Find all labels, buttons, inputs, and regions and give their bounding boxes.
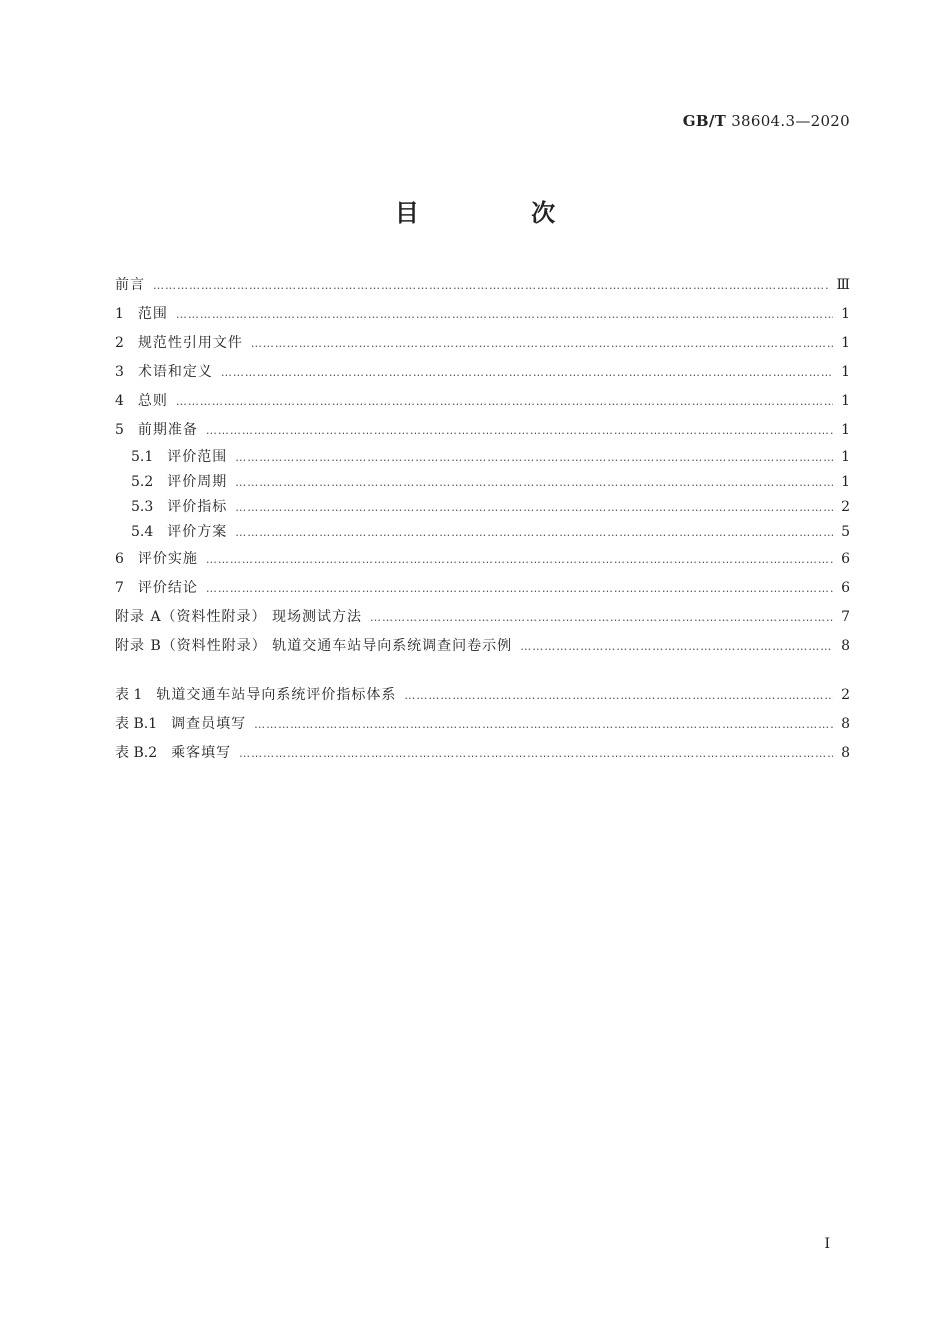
page-number: I — [824, 1236, 830, 1252]
toc-entry-label: 范围 — [137, 306, 168, 322]
toc-entry-label: 评价方案 — [167, 524, 228, 540]
leader-dots — [235, 495, 833, 520]
table-title: 乘客填写 — [171, 745, 232, 761]
table-number: 表 B.1 — [115, 716, 158, 732]
standard-number: 38604.3—2020 — [731, 112, 850, 130]
leader-dots — [235, 445, 833, 470]
toc-entry-number: 2 — [115, 335, 124, 351]
toc-entry-number: 5.2 — [131, 474, 154, 490]
leader-dots — [520, 632, 833, 661]
toc-entry-label: 术语和定义 — [137, 364, 213, 380]
toc-entry-page: 6 — [841, 551, 850, 567]
table-list-entry[interactable] — [115, 681, 850, 710]
table-page: 8 — [841, 716, 850, 732]
leader-dots — [235, 470, 833, 495]
table-list-entry[interactable] — [115, 710, 850, 739]
toc-entry-label: 规范性引用文件 — [137, 335, 243, 351]
toc-entry-number: 1 — [115, 306, 124, 322]
toc-entry-label: 附录 A（资料性附录） 现场测试方法 — [115, 609, 363, 625]
leader-dots — [206, 574, 833, 603]
toc-entry-page: 2 — [841, 499, 850, 515]
section-gap — [115, 661, 850, 681]
leader-dots — [404, 681, 833, 710]
toc-entry-label: 附录 B（资料性附录） 轨道交通车站导向系统调查问卷示例 — [115, 638, 513, 654]
leader-dots — [206, 416, 833, 445]
toc-entry-page: 1 — [841, 393, 850, 409]
toc-entry-page: 1 — [841, 364, 850, 380]
toc-entry-page: 1 — [841, 306, 850, 322]
toc-entry-page: 8 — [841, 638, 850, 654]
leader-dots — [221, 358, 833, 387]
toc-entry-number: 4 — [115, 393, 124, 409]
toc-entry-label: 评价周期 — [167, 474, 228, 490]
toc-entry-page: 6 — [841, 580, 850, 596]
toc-entry[interactable] — [115, 545, 850, 574]
leader-dots — [206, 545, 833, 574]
toc-entry-label: 前言 — [115, 277, 145, 293]
toc-entry-label: 评价范围 — [167, 449, 228, 465]
toc-entry-number: 5.4 — [131, 524, 154, 540]
toc-entry[interactable] — [115, 271, 850, 300]
toc-subentry[interactable] — [115, 445, 850, 470]
toc-entry-page: 1 — [841, 449, 850, 465]
toc-subentry[interactable] — [115, 520, 850, 545]
leader-dots — [251, 329, 833, 358]
table-title: 调查员填写 — [171, 716, 247, 732]
toc-entry[interactable] — [115, 416, 850, 445]
table-of-contents — [115, 271, 850, 768]
toc-entry-page: 1 — [841, 335, 850, 351]
toc-entry-label: 评价结论 — [137, 580, 198, 596]
leader-dots — [239, 739, 833, 768]
toc-entry-label: 评价指标 — [167, 499, 228, 515]
toc-entry-number: 5.3 — [131, 499, 154, 515]
table-number: 表 B.2 — [115, 745, 158, 761]
toc-entry-number: 5 — [115, 422, 124, 438]
leader-dots — [176, 300, 833, 329]
toc-entry[interactable] — [115, 300, 850, 329]
toc-entry-page: Ⅲ — [836, 277, 850, 293]
toc-entry-appendix-a[interactable] — [115, 603, 850, 632]
toc-entry-appendix-b[interactable] — [115, 632, 850, 661]
toc-entry[interactable] — [115, 387, 850, 416]
toc-entry-number: 6 — [115, 551, 124, 567]
table-title: 轨道交通车站导向系统评价指标体系 — [156, 687, 397, 703]
toc-entry-page: 5 — [841, 524, 850, 540]
table-page: 2 — [841, 687, 850, 703]
table-number: 表 1 — [115, 687, 143, 703]
toc-entry-page: 1 — [841, 422, 850, 438]
toc-entry[interactable] — [115, 358, 850, 387]
toc-entry-page: 7 — [841, 609, 850, 625]
leader-dots — [254, 710, 833, 739]
leader-dots — [176, 387, 833, 416]
toc-entry-label: 总则 — [137, 393, 168, 409]
toc-subentry[interactable] — [115, 470, 850, 495]
standard-prefix: GB/T — [682, 112, 727, 130]
toc-subentry[interactable] — [115, 495, 850, 520]
toc-entry-number: 3 — [115, 364, 124, 380]
leader-dots — [153, 271, 828, 300]
toc-entry[interactable] — [115, 574, 850, 603]
toc-entry-label: 前期准备 — [137, 422, 198, 438]
leader-dots — [235, 520, 833, 545]
table-page: 8 — [841, 745, 850, 761]
standard-code — [683, 112, 850, 130]
toc-entry-label: 评价实施 — [137, 551, 198, 567]
page-title: 目 次 — [394, 199, 608, 227]
toc-entry-number: 5.1 — [131, 449, 154, 465]
toc-entry-number: 7 — [115, 580, 124, 596]
leader-dots — [370, 603, 833, 632]
toc-entry-page: 1 — [841, 474, 850, 490]
toc-entry[interactable] — [115, 329, 850, 358]
table-list-entry[interactable] — [115, 739, 850, 768]
